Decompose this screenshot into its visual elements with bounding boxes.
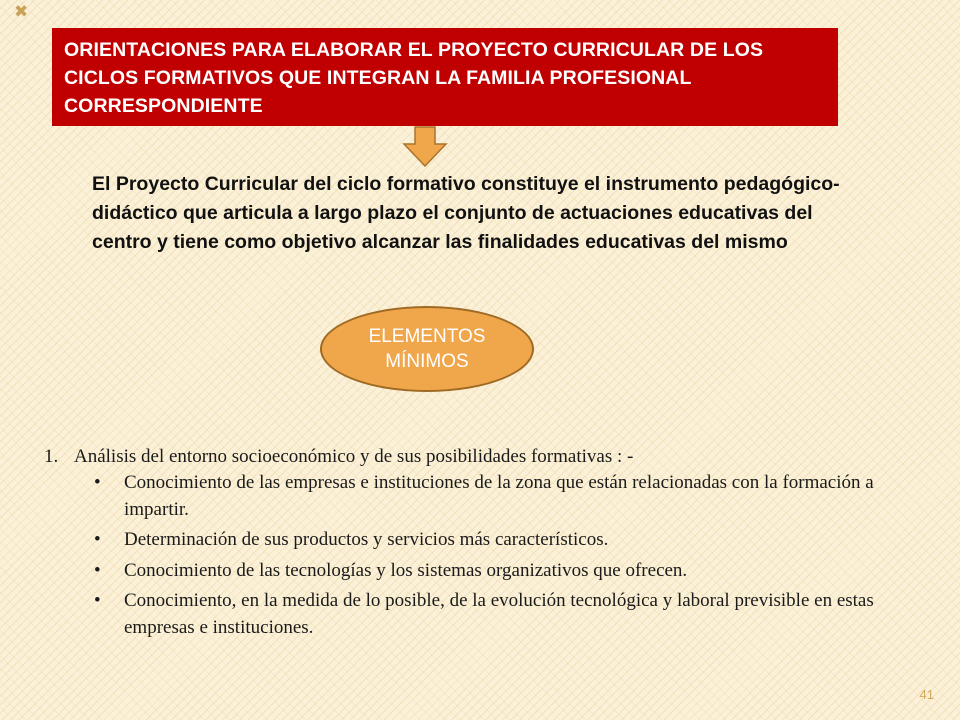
list-heading (44, 444, 944, 470)
elementos-minimos-oval (320, 306, 534, 392)
intro-paragraph: El Proyecto Curricular del ciclo formativo constituye el instrumento pedagógico-didáctico que articula a largo plazo el conjunto de actuaciones educativas del centro y tiene como objetivo alcanzar las finalidades educativas del mismo (92, 173, 840, 253)
bullet-icon: • (94, 529, 101, 550)
bullet-list (94, 470, 914, 645)
list-item (94, 558, 914, 585)
bullet-icon: • (94, 559, 101, 581)
page-number: 41 (919, 687, 934, 702)
list-item-text: Determinación de sus productos y servicios más característicos. (124, 529, 609, 550)
slide-title: ORIENTACIONES PARA ELABORAR EL PROYECTO CURRICULAR DE LOS CICLOS FORMATIVOS QUE INTEGRAN LA FAMILIA PROFESIONAL CORRESPONDIENTE (64, 39, 764, 117)
list-heading-text: Análisis del entorno socioeconómico y de sus posibilidades formativas : - (74, 446, 634, 467)
list-item-text: Conocimiento de las tecnologías y los sistemas organizativos que ofrecen. (124, 559, 688, 581)
bullet-icon: • (94, 472, 101, 493)
list-item-text: Conocimiento de las empresas e instituciones de la zona que están relacionadas con la formación a impartir. (124, 472, 874, 520)
list-item (94, 470, 914, 523)
down-arrow-icon (402, 126, 448, 168)
list-item-text: Conocimiento, en la medida de lo posible, de la evolución tecnológica y laboral previsible en estas empresas e instituciones. (124, 590, 874, 638)
list-number: 1. (44, 446, 59, 467)
list-item (94, 588, 914, 641)
list-item (94, 527, 914, 554)
oval-line-1: ELEMENTOS (368, 326, 486, 347)
slide-marker-icon: ✖ (14, 2, 29, 22)
oval-line-2: MÍNIMOS (385, 351, 469, 372)
bullet-icon: • (94, 590, 101, 611)
title-box (52, 28, 838, 126)
